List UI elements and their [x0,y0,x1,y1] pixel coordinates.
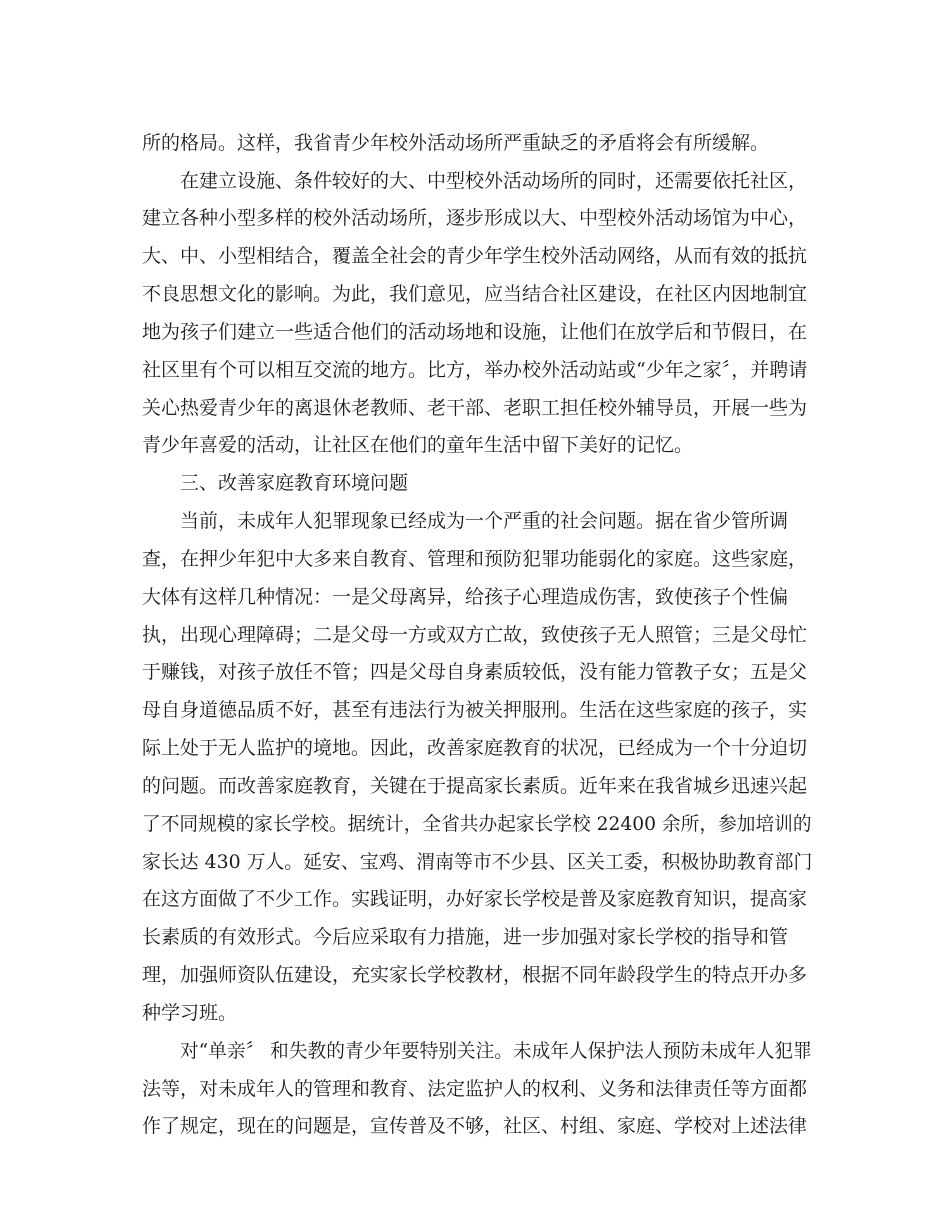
text-line: 对“单亲〞 和失教的青少年要特别关注。未成年人保护法人预防未成年人犯罪 [180,1040,812,1062]
text-line: 际上处于无人监护的境地。因此，改善家庭教育的状况，已经成为一个十分迫切 [142,737,808,759]
text-line: 社区里有个可以相互交流的地方。比方，举办校外活动站或“少年之家〞，并聘请 [142,359,808,381]
text-line: 所的格局。这样，我省青少年校外活动场所严重缺乏的矛盾将会有所缓解。 [142,132,770,154]
text-line: 法等，对未成年人的管理和教育、法定监护人的权利、义务和法律责任等方面都 [142,1078,808,1100]
text-line: 作了规定，现在的问题是，宣传普及不够，社区、村组、家庭、学校对上述法律 [142,1115,808,1137]
text-line: 理，加强师资队伍建设，充实家长学校教材，根据不同年龄段学生的特点开办多 [142,964,808,986]
text-line: 长素质的有效形式。今后应采取有力措施，进一步加强对家长学校的指导和管 [142,926,789,948]
text-line: 青少年喜爱的活动，让社区在他们的童年生活中留下美好的记忆。 [142,434,694,456]
text-line: 关心热爱青少年的离退休老教师、老干部、老职工担任校外辅导员，开展一些为 [142,397,808,419]
text-line: 家长达 430 万人。延安、宝鸡、渭南等市不少县、区关工委，积极协助教育部门 [142,851,813,873]
text-line: 地为孩子们建立一些适合他们的活动场地和设施，让他们在放学后和节假日，在 [142,321,808,343]
text-line: 不良思想文化的影响。为此，我们意见，应当结合社区建设，在社区内因地制宜 [142,283,808,305]
text-line: 的问题。而改善家庭教育，关键在于提高家长素质。近年来在我省城乡迅速兴起 [142,775,808,797]
text-line: 在建立设施、条件较好的大、中型校外活动场所的同时，还需要依托社区， [180,170,808,192]
text-line: 于赚钱，对孩子放任不管；四是父母自身素质较低，没有能力管教子女；五是父 [142,661,808,683]
text-line: 了不同规模的家长学校。据统计，全省共办起家长学校 22400 余所，参加培训的 [142,813,812,835]
text-line: 建立各种小型多样的校外活动场所，逐步形成以大、中型校外活动场馆为中心， [142,207,808,229]
text-line: 当前，未成年人犯罪现象已经成为一个严重的社会问题。据在省少管所调 [180,510,789,532]
section-heading: 三、改善家庭教育环境问题 [180,472,409,494]
text-line: 大体有这样几种情况：一是父母离异，给孩子心理造成伤害，致使孩子个性偏 [142,586,789,608]
text-line: 种学习班。 [142,1002,238,1024]
text-line: 执，出现心理障碍；二是父母一方或双方亡故，致使孩子无人照管；三是父母忙 [142,624,808,646]
text-line: 母自身道德品质不好，甚至有违法行为被关押服刑。生活在这些家庭的孩子，实 [142,699,808,721]
text-line: 查，在押少年犯中大多来自教育、管理和预防犯罪功能弱化的家庭。这些家庭， [142,548,808,570]
text-line: 在这方面做了不少工作。实践证明，办好家长学校是普及家庭教育知识，提高家 [142,888,808,910]
text-line: 大、中、小型相结合，覆盖全社会的青少年学生校外活动网络，从而有效的抵抗 [142,245,808,267]
